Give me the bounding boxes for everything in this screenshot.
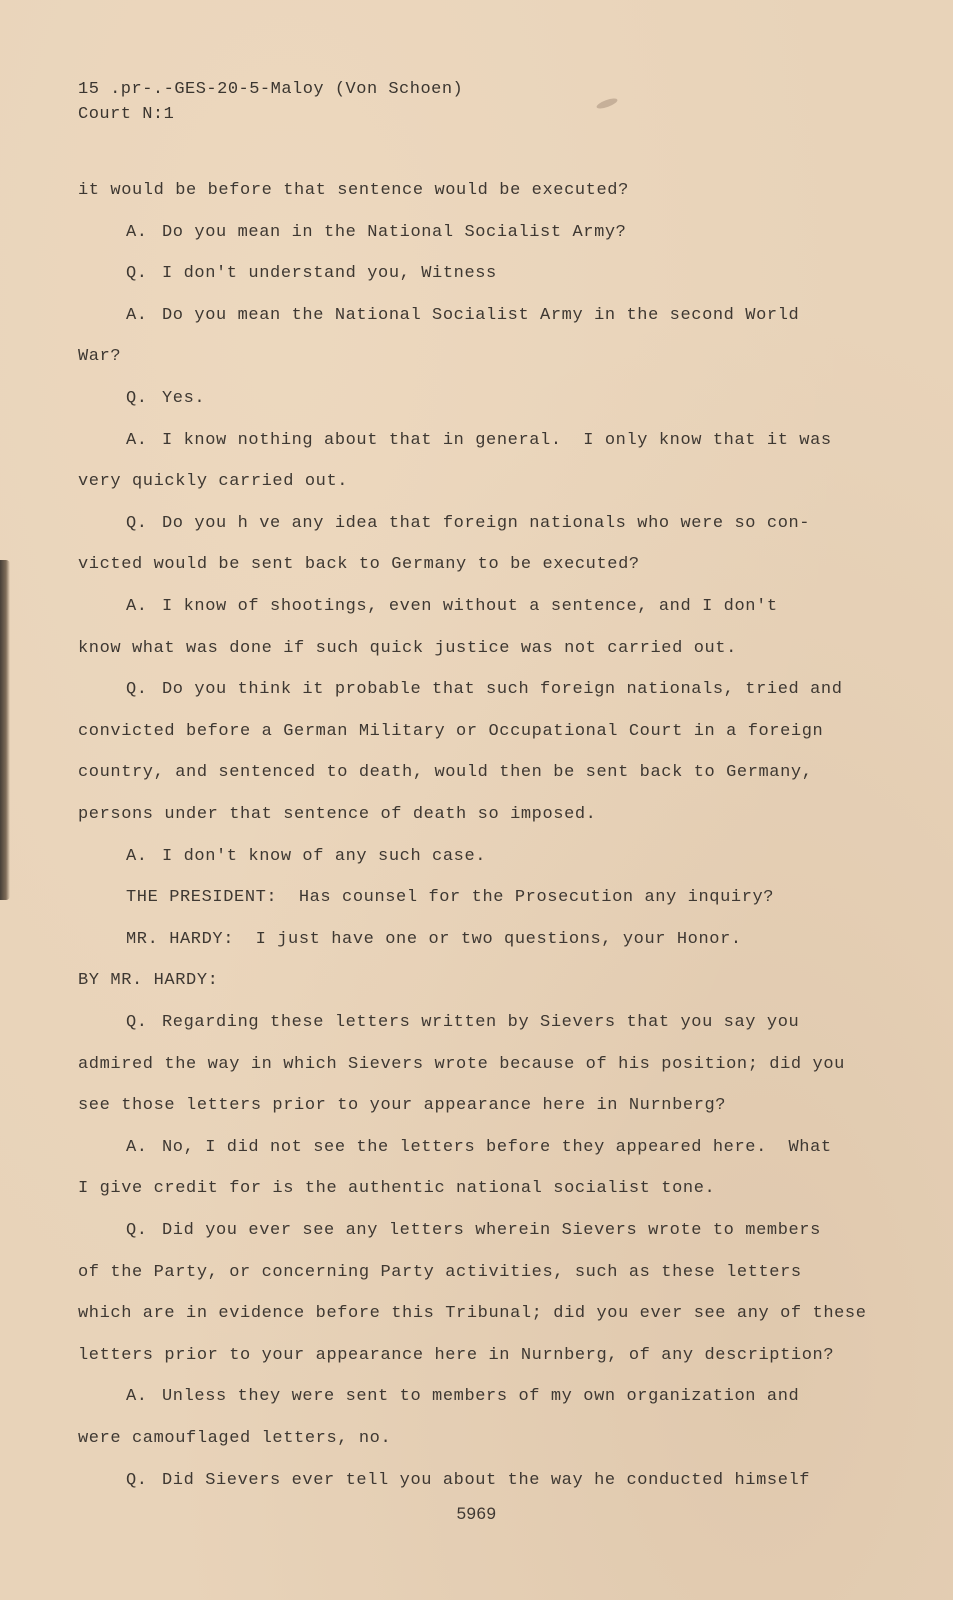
line-text: admired the way in which Sievers wrote because of his position; did you xyxy=(78,1055,845,1074)
line-text: Regarding these letters written by Sievers that you say you xyxy=(162,1013,800,1032)
speaker-label: Q. xyxy=(126,1013,148,1032)
speaker-label: A. xyxy=(126,306,148,325)
line-text: of the Party, or concerning Party activities, such as these letters xyxy=(78,1263,802,1282)
transcript-line xyxy=(126,1387,799,1406)
line-text: very quickly carried out. xyxy=(78,472,349,491)
line-text: THE PRESIDENT: Has counsel for the Prosecution any inquiry? xyxy=(126,888,775,907)
line-text: I give credit for is the authentic national socialist tone. xyxy=(78,1179,716,1198)
transcript-line xyxy=(126,306,799,325)
transcript-line xyxy=(78,971,218,990)
transcript-line xyxy=(78,347,121,366)
speaker-label: A. xyxy=(126,597,148,616)
line-text: MR. HARDY: I just have one or two questions, your Honor. xyxy=(126,930,742,949)
transcript-line xyxy=(78,1429,391,1448)
transcript-line xyxy=(78,1096,726,1115)
transcript-line xyxy=(78,639,737,658)
speaker-label: A. xyxy=(126,847,148,866)
line-text: BY MR. HARDY: xyxy=(78,971,219,990)
torn-left-edge xyxy=(0,560,10,900)
line-text: persons under that sentence of death so imposed. xyxy=(78,805,597,824)
transcript-line xyxy=(126,847,486,866)
transcript-line xyxy=(78,1263,802,1282)
line-text: victed would be sent back to Germany to be executed? xyxy=(78,555,640,574)
transcript-line xyxy=(126,1221,821,1240)
transcript-line xyxy=(78,555,640,574)
speaker-label: Q. xyxy=(126,1221,148,1240)
transcript-line xyxy=(78,1055,845,1074)
line-text: I know nothing about that in general. I only know that it was xyxy=(162,431,832,450)
line-text: I don't understand you, Witness xyxy=(162,264,497,283)
transcript-line xyxy=(78,1179,715,1198)
line-text: Did you ever see any letters wherein Sievers wrote to members xyxy=(162,1221,821,1240)
transcript-line xyxy=(126,223,626,242)
line-text: Do you mean in the National Socialist Army? xyxy=(162,223,627,242)
line-text: which are in evidence before this Tribunal; did you ever see any of these xyxy=(78,1304,867,1323)
line-text: I know of shootings, even without a sentence, and I don't xyxy=(162,597,778,616)
line-text: I don't know of any such case. xyxy=(162,847,487,866)
transcript-line xyxy=(78,1304,867,1323)
transcript-line xyxy=(126,514,810,533)
header-court-line: Court N:1 xyxy=(78,105,175,124)
speaker-label: Q. xyxy=(126,264,148,283)
transcript-line xyxy=(126,597,778,616)
transcript-line xyxy=(126,264,497,283)
transcript-line xyxy=(78,1346,834,1365)
line-text: know what was done if such quick justice was not carried out. xyxy=(78,639,737,658)
line-text: No, I did not see the letters before they appeared here. What xyxy=(162,1138,832,1157)
transcript-line xyxy=(78,472,348,491)
speaker-label: Q. xyxy=(126,514,148,533)
transcript-line xyxy=(126,1471,810,1490)
transcript-line xyxy=(126,1138,832,1157)
transcript-line xyxy=(126,680,843,699)
line-text: Do you mean the National Socialist Army in the second World xyxy=(162,306,800,325)
speaker-label: Q. xyxy=(126,389,148,408)
transcript-line xyxy=(126,930,742,949)
line-text: Did Sievers ever tell you about the way he conducted himself xyxy=(162,1471,811,1490)
line-text: see those letters prior to your appearance here in Nurnberg? xyxy=(78,1096,727,1115)
speaker-label: A. xyxy=(126,223,148,242)
transcript-line xyxy=(78,805,596,824)
page-number: 5969 xyxy=(456,1504,497,1523)
header-case-line: 15 .pr-.-GES-20-5-Maloy (Von Schoen) xyxy=(78,80,464,99)
line-text: it would be before that sentence would be executed? xyxy=(78,181,629,200)
line-text: country, and sentenced to death, would then be sent back to Germany, xyxy=(78,763,813,782)
speaker-label: A. xyxy=(126,431,148,450)
line-text: letters prior to your appearance here in Nurnberg, of any description? xyxy=(78,1346,835,1365)
transcript-line xyxy=(126,389,205,408)
line-text: Do you think it probable that such foreign nationals, tried and xyxy=(162,680,843,699)
speaker-label: A. xyxy=(126,1138,148,1157)
transcript-line xyxy=(78,722,823,741)
line-text: War? xyxy=(78,347,122,366)
line-text: were camouflaged letters, no. xyxy=(78,1429,392,1448)
line-text: Yes. xyxy=(162,389,206,408)
speaker-label: Q. xyxy=(126,1471,148,1490)
transcript-line xyxy=(126,1013,799,1032)
transcript-line xyxy=(126,431,832,450)
transcript-line xyxy=(78,763,813,782)
line-text: Do you h ve any idea that foreign nationals who were so con- xyxy=(162,514,811,533)
transcript-line xyxy=(126,888,774,907)
speaker-label: Q. xyxy=(126,680,148,699)
line-text: convicted before a German Military or Occupational Court in a foreign xyxy=(78,722,824,741)
ink-smudge xyxy=(595,96,618,110)
transcript-line xyxy=(78,181,629,200)
speaker-label: A. xyxy=(126,1387,148,1406)
line-text: Unless they were sent to members of my own organization and xyxy=(162,1387,800,1406)
